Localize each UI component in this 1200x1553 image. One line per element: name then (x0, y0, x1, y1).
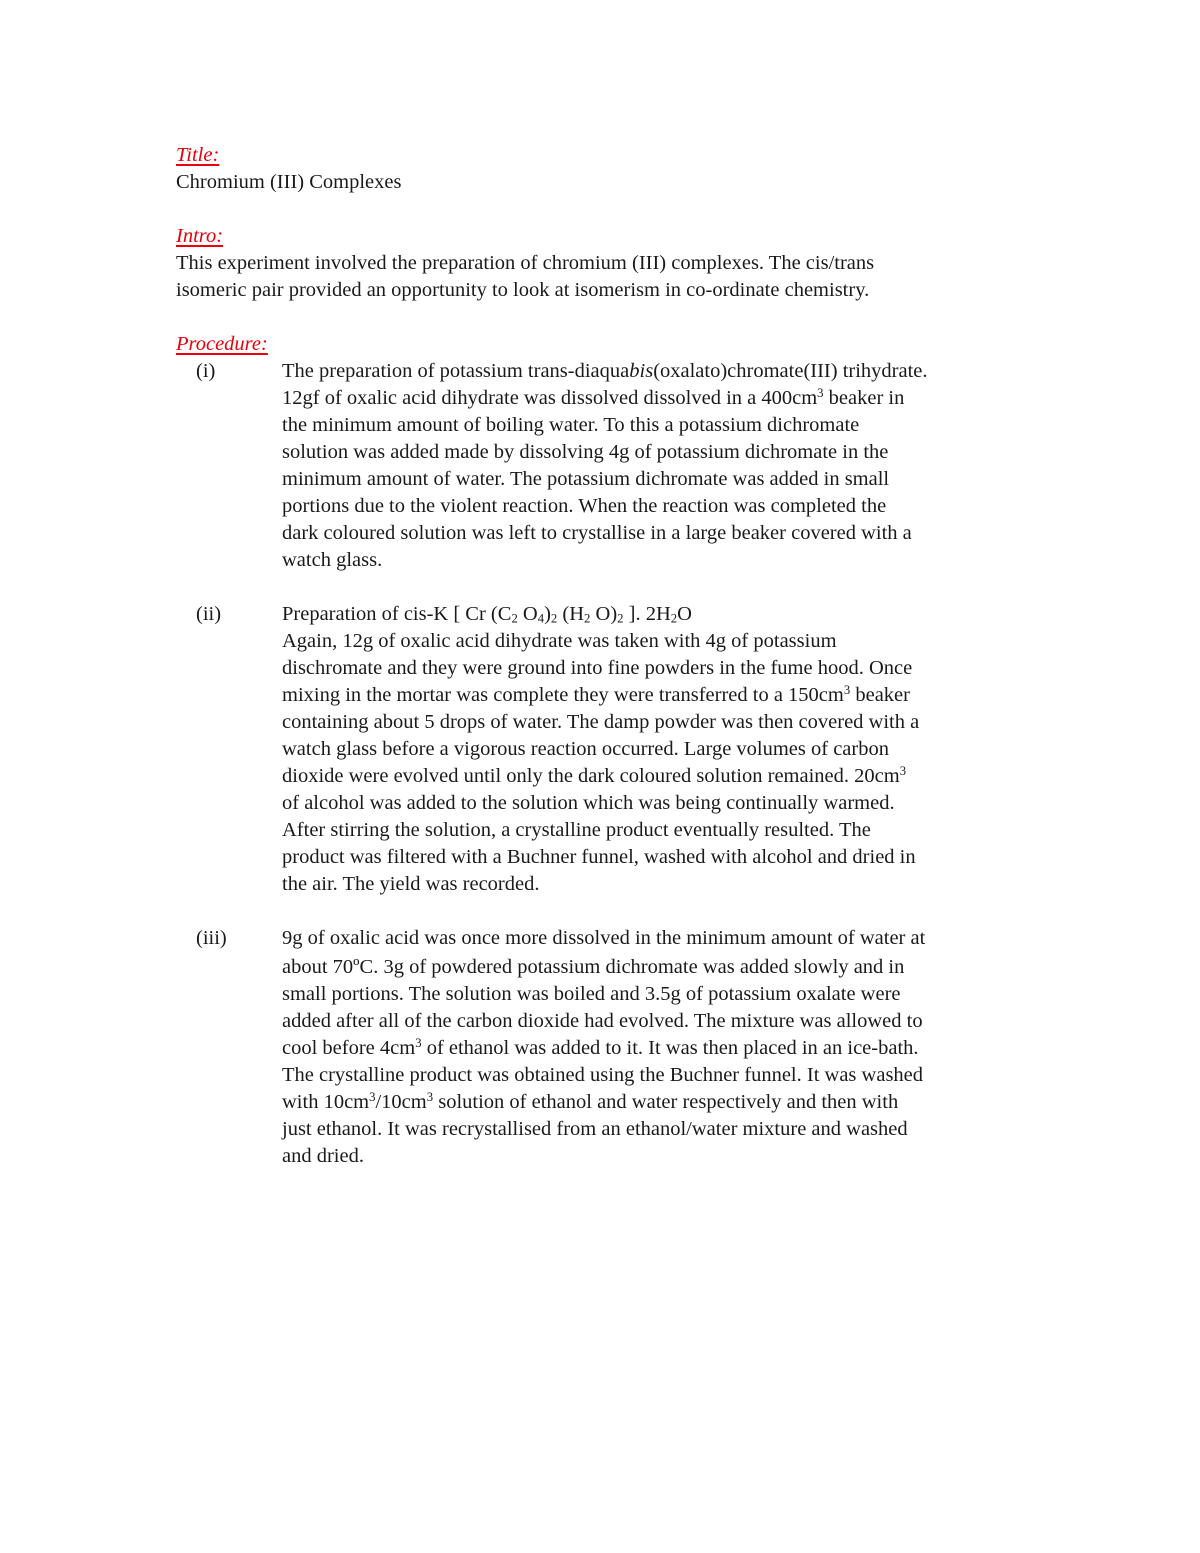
item-line: and dried. (282, 1145, 364, 1167)
item-line: The crystalline product was obtained using the Buchner funnel. It was washed (282, 1064, 924, 1086)
item-line: solution was added made by dissolving 4g of potassium dichromate in the (282, 441, 889, 463)
item-line: product was filtered with a Buchner funnel, washed with alcohol and dried in (282, 846, 916, 868)
item-formula-title: Preparation of cis-K [ Cr ($C_2$ $O_4)_2$ ($H_2$ $O)_2$ ]. $2H_2O$ (282, 603, 692, 626)
item-line: containing about 5 drops of water. The damp powder was then covered with a (282, 711, 920, 733)
item-number: (iii) (196, 927, 227, 949)
item-line: dischromate and they were ground into fine powders in the fume hood. Once (282, 657, 913, 679)
item-line: mixing in the mortar was complete they were transferred to a $150cm^3$ beaker (282, 683, 910, 706)
document-page (176, 142, 1036, 1170)
title-heading: Title: (176, 144, 220, 166)
item-line: 12gf of oxalic acid dihydrate was dissolved dissolved in a $400cm^3$ beaker in (282, 386, 905, 409)
intro-line: This experiment involved the preparation of chromium (III) complexes. The cis/trans (176, 252, 875, 274)
intro-line: isomeric pair provided an opportunity to look at isomerism in co-ordinate chemistry. (176, 279, 870, 301)
item-line: the air. The yield was recorded. (282, 873, 540, 895)
procedure-item-3 (176, 925, 1036, 1170)
item-line: added after all of the carbon dioxide had evolved. The mixture was allowed to (282, 1010, 923, 1032)
item-line: After stirring the solution, a crystalline product eventually resulted. The (282, 819, 871, 841)
item-line: dioxide were evolved until only the dark coloured solution remained. $20cm^3$ (282, 764, 907, 787)
item-body (282, 925, 1036, 1170)
intro-heading: Intro: (176, 225, 224, 247)
procedure-heading: Procedure: (176, 333, 268, 355)
item-line: just ethanol. It was recrystallised from an ethanol/water mixture and washed (282, 1118, 908, 1140)
intro-paragraph (176, 250, 1036, 304)
item-line: the minimum amount of boiling water. To this a potassium dichromate (282, 414, 860, 436)
item-number: (i) (196, 360, 216, 382)
item-line: dark coloured solution was left to crystallise in a large beaker covered with a (282, 522, 912, 544)
item-line: about 70ºC. 3g of powdered potassium dichromate was added slowly and in (282, 956, 905, 978)
item-title: The preparation of potassium trans-diaquabis(oxalato)chromate(III) trihydrate. (282, 360, 928, 382)
item-line: Again, 12g of oxalic acid dihydrate was taken with 4g of potassium (282, 630, 837, 652)
item-line: 9g of oxalic acid was once more dissolved in the minimum amount of water at (282, 927, 926, 949)
item-line: cool before $4cm^3$ of ethanol was added to it. It was then placed in an ice-bath. (282, 1036, 919, 1059)
item-line: watch glass before a vigorous reaction occurred. Large volumes of carbon (282, 738, 889, 760)
item-line: minimum amount of water. The potassium dichromate was added in small (282, 468, 890, 490)
item-body (282, 601, 1036, 898)
procedure-item-1 (176, 358, 1036, 574)
item-line: small portions. The solution was boiled and 3.5g of potassium oxalate were (282, 983, 901, 1005)
document-title: Chromium (III) Complexes (176, 171, 402, 193)
item-line: of alcohol was added to the solution which was being continually warmed. (282, 792, 895, 814)
item-body (282, 358, 1036, 574)
procedure-item-2 (176, 601, 1036, 898)
item-line: with $10cm^3/10cm^3$ solution of ethanol and water respectively and then with (282, 1090, 899, 1113)
item-line: watch glass. (282, 549, 383, 571)
item-number: (ii) (196, 603, 222, 625)
item-line: portions due to the violent reaction. When the reaction was completed the (282, 495, 887, 517)
